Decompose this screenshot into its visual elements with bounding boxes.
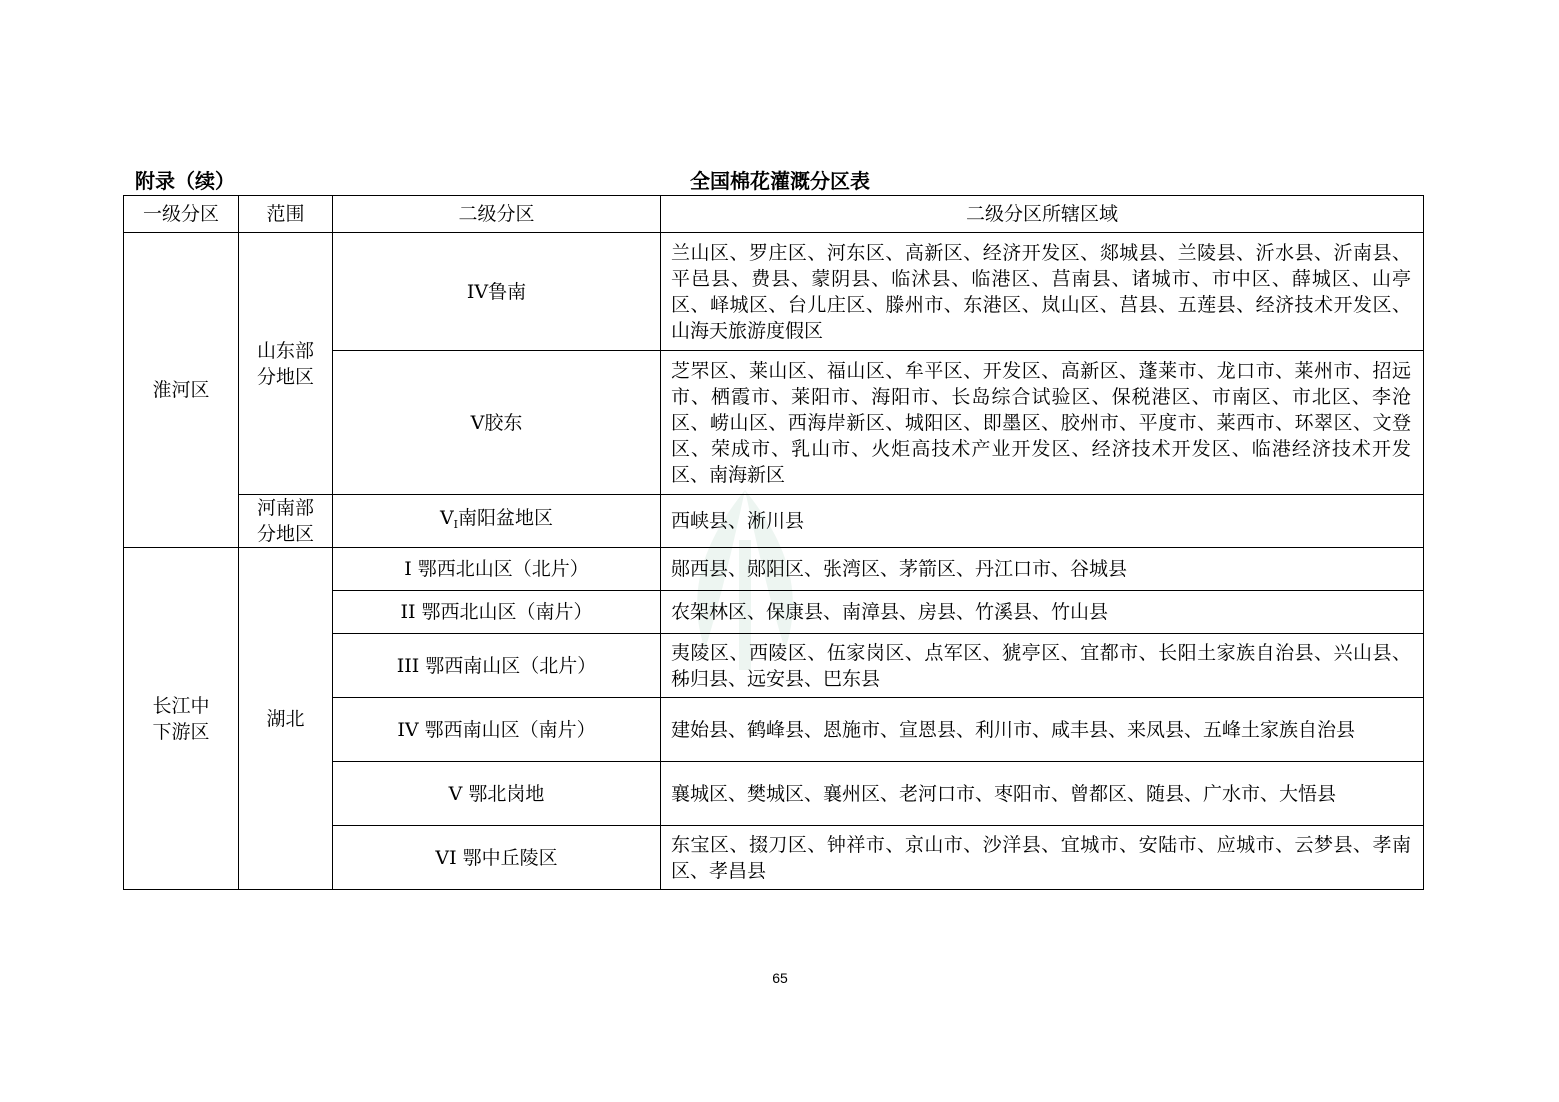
subzone-cell bbox=[333, 495, 661, 548]
primary-zone-label: 长江中下游区 bbox=[152, 694, 210, 743]
subzone-name: 南阳盆地区 bbox=[458, 506, 554, 529]
column-header: 二级分区 bbox=[333, 196, 661, 233]
subzone-cell: II 鄂西北山区（南片） bbox=[333, 591, 661, 634]
subzone-subscript: I bbox=[453, 517, 459, 531]
table-header-row bbox=[124, 196, 1424, 233]
subzone-numeral: V bbox=[439, 506, 454, 529]
column-header: 一级分区 bbox=[124, 196, 239, 233]
subzone-cell: V 鄂北岗地 bbox=[333, 762, 661, 826]
subzone-cell: IV 鄂西南山区（南片） bbox=[333, 698, 661, 762]
region-cell: 东宝区、掇刀区、钟祥市、京山市、沙洋县、宜城市、安陆市、应城市、云梦县、孝南区、孝昌县 bbox=[661, 826, 1424, 890]
region-cell: 夷陵区、西陵区、伍家岗区、点军区、猇亭区、宜都市、长阳土家族自治县、兴山县、秭归县、远安县、巴东县 bbox=[661, 634, 1424, 698]
table-row bbox=[124, 548, 1424, 591]
primary-zone-cell bbox=[124, 548, 239, 890]
region-cell: 建始县、鹤峰县、恩施市、宣恩县、利川市、咸丰县、来凤县、五峰土家族自治县 bbox=[661, 698, 1424, 762]
region-cell: 农架林区、保康县、南漳县、房县、竹溪县、竹山县 bbox=[661, 591, 1424, 634]
scope-label: 山东部分地区 bbox=[256, 339, 314, 388]
page-number: 65 bbox=[772, 970, 788, 986]
region-cell: 西峡县、淅川县 bbox=[661, 495, 1424, 548]
region-cell: 郧西县、郧阳区、张湾区、茅箭区、丹江口市、谷城县 bbox=[661, 548, 1424, 591]
subzone-cell: IV鲁南 bbox=[333, 233, 661, 351]
appendix-label: 附录（续） bbox=[135, 169, 235, 193]
scope-label: 河南部分地区 bbox=[256, 497, 314, 545]
subzone-cell: V胶东 bbox=[333, 351, 661, 495]
scope-cell: 湖北 bbox=[239, 548, 333, 890]
subzone-cell: I 鄂西北山区（北片） bbox=[333, 548, 661, 591]
region-cell: 襄城区、樊城区、襄州区、老河口市、枣阳市、曾都区、随县、广水市、大悟县 bbox=[661, 762, 1424, 826]
page-title: 全国棉花灌溉分区表 bbox=[690, 169, 870, 193]
primary-zone-cell: 淮河区 bbox=[124, 233, 239, 548]
irrigation-zone-table bbox=[123, 195, 1424, 890]
subzone-cell: VI 鄂中丘陵区 bbox=[333, 826, 661, 890]
column-header: 二级分区所辖区域 bbox=[661, 196, 1424, 233]
column-header: 范围 bbox=[239, 196, 333, 233]
table-row bbox=[124, 233, 1424, 351]
region-cell: 芝罘区、莱山区、福山区、牟平区、开发区、高新区、蓬莱市、龙口市、莱州市、招远市、栖霞市、莱阳市、海阳市、长岛综合试验区、保税港区、市南区、市北区、李沧区、崂山区、西海岸新区、城阳区、即墨区、胶州市、平度市、莱西市、环翠区、文登区、荣成市、乳山市、火炬高技术产业开发区、经济技术开发区、临港经济技术开发区、南海新区 bbox=[661, 351, 1424, 495]
table-row bbox=[124, 495, 1424, 548]
region-cell: 兰山区、罗庄区、河东区、高新区、经济开发区、郯城县、兰陵县、沂水县、沂南县、平邑县、费县、蒙阴县、临沭县、临港区、莒南县、诸城市、市中区、薛城区、山亭区、峄城区、台儿庄区、滕州市、东港区、岚山区、莒县、五莲县、经济技术开发区、山海天旅游度假区 bbox=[661, 233, 1424, 351]
scope-cell bbox=[239, 233, 333, 495]
subzone-cell: III 鄂西南山区（北片） bbox=[333, 634, 661, 698]
scope-cell bbox=[239, 495, 333, 548]
